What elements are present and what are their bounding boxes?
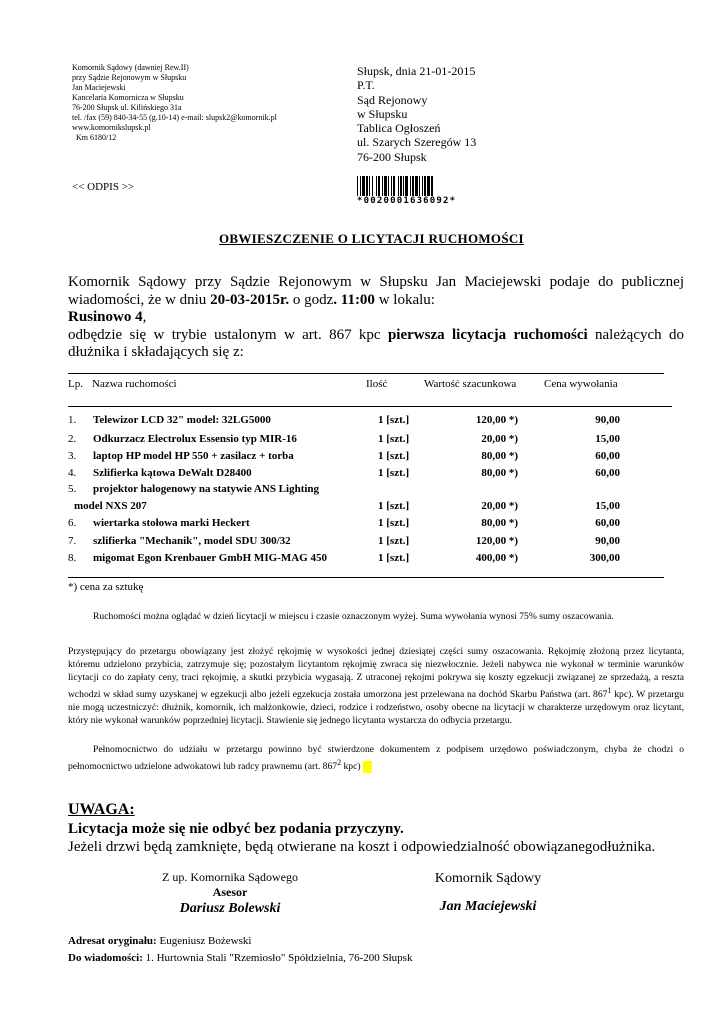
- row-name: projektor halogenowy na statywie ANS Lighting: [93, 483, 320, 495]
- table-rule: [68, 406, 672, 407]
- signature-right: [418, 871, 558, 915]
- sender-line: tel. /fax (59) 840-34-55 (g.10-14) e-mail: slupsk2@komornik.pl: [72, 113, 277, 122]
- row-qty: 1 [szt.]: [378, 450, 410, 462]
- row-value: 80,00 *): [481, 450, 518, 462]
- copy-mark: << ODPIS >>: [72, 181, 135, 193]
- row-name: Szlifierka kątowa DeWalt D28400: [93, 467, 252, 479]
- paragraph-viewing: Ruchomości można oglądać w dzień licytacji w miejscu i czasie oznaczonym wyżej. Suma wywołania wynosi 75% sumy oszacowania.: [93, 611, 614, 622]
- barcode-bar: [433, 176, 434, 196]
- intro-text-part: Komornik Sądowy przy Sądzie Rejonowym w Słupsku Jan Maciejewski podaje do publicznej wiadomości, że w dniu: [68, 274, 684, 308]
- cc-value: 1. Hurtownia Stali "Rzemiosło" Spółdzielnia, 76-200 Słupsk: [142, 952, 413, 964]
- footnote: *) cena za sztukę: [68, 581, 144, 593]
- addressee-label: Adresat oryginału:: [68, 935, 157, 947]
- intro-comma: ,: [142, 309, 147, 325]
- col-lp: Lp.: [68, 378, 83, 390]
- paragraph-text: kpc): [341, 761, 361, 773]
- table-row: [68, 467, 668, 483]
- row-price: 60,00: [595, 517, 620, 529]
- article-superscript: 1: [607, 686, 612, 695]
- recipient-line: 76-200 Słupsk: [357, 149, 427, 164]
- barcode: [357, 176, 456, 206]
- paragraph-text: Przystępujący do przetargu obowiązany jest złożyć rękojmię w wysokości jednej dziesiątej części sumy oszacowania. Rękojmię złożoną przez licytanta, któremu udzielono przybicia, zatrzymuje się; pozostałym licytantom rękojmię zwraca się niezwłocznie. Jeżeli nabywca nie wykonał w terminie warunków licytacji co do zapłaty ceny, traci rękojmię, a skutki przybicia wygasają. Z utraconej rękojmi pokrywa się koszty egzekucji związanej ze sprzedażą, a reszta wchodzi w skład sumy uzyskanej w egzekucji albo jeżeli egzekucja została umorzona jest przelewana na dochód Skarbu Państwa (art. 867: [68, 646, 684, 701]
- intro-text-part: w lokalu:: [374, 291, 435, 308]
- col-name: Nazwa ruchomości: [92, 378, 177, 390]
- row-lp: 5.: [68, 483, 77, 495]
- paragraph-text: Pełnomocnictwo do udziału w przetargu powinno być stwierdzone dokumentem z podpisem urzędowo poświadczonym, chyba że chodzi o pełnomocnictwo udzielone adwokatowi lub radcy prawnemu (art. 867: [68, 744, 684, 773]
- row-lp: 3.: [68, 450, 77, 462]
- intro-text: [68, 274, 684, 362]
- row-lp: 8.: [68, 552, 77, 564]
- paragraph-deposit: [68, 645, 684, 727]
- row-price: 15,00: [595, 433, 620, 445]
- row-qty: 1 [szt.]: [378, 535, 410, 547]
- sender-line: przy Sądzie Rejonowym w Słupsku: [72, 73, 187, 82]
- notice-line: Jeżeli drzwi będą zamknięte, będą otwierane na koszt i odpowiedzialność obowiązanegodłużnika.: [68, 839, 656, 855]
- signature-right-name: Jan Maciejewski: [439, 899, 537, 914]
- table-row: [68, 450, 668, 466]
- row-lp: 2.: [68, 433, 77, 445]
- row-name: Telewizor LCD 32" model: 32LG5000: [93, 414, 271, 426]
- cc-label: Do wiadomości:: [68, 952, 143, 964]
- row-value: 80,00 *): [481, 467, 518, 479]
- article-superscript: 2: [337, 758, 342, 767]
- col-value: Wartość szacunkowa: [424, 378, 517, 390]
- table-row: [68, 517, 668, 533]
- row-price: 300,00: [589, 552, 620, 564]
- col-price: Cena wywołania: [544, 378, 618, 390]
- row-price: 60,00: [595, 450, 620, 462]
- table-rule: [68, 577, 664, 578]
- row-price: 90,00: [595, 414, 620, 426]
- row-qty: 1 [szt.]: [378, 500, 410, 512]
- addressee-line: [68, 933, 412, 950]
- table-row: [68, 414, 668, 430]
- addressee-value: Eugeniusz Bożewski: [156, 935, 252, 947]
- case-number: Km 6180/12: [76, 133, 117, 142]
- row-value: 120,00 *): [475, 535, 518, 547]
- recipient-line: w Słupsku: [357, 106, 408, 121]
- row-value: 80,00 *): [481, 517, 518, 529]
- barcode-bars: [357, 176, 456, 196]
- sender-line: www.komornikslupsk.pl: [72, 123, 151, 132]
- document-title: OBWIESZCZENIE O LICYTACJI RUCHOMOŚCI: [219, 231, 524, 246]
- signature-left-line: Z up. Komornika Sądowego: [162, 870, 298, 884]
- footer: [68, 933, 412, 967]
- row-name: Odkurzacz Electrolux Essensio typ MIR-16: [93, 433, 297, 445]
- table-row: [68, 535, 668, 551]
- row-name: wiertarka stołowa marki Heckert: [93, 517, 250, 529]
- row-qty: 1 [szt.]: [378, 517, 410, 529]
- signature-left-name: Dariusz Bolewski: [179, 901, 281, 916]
- paragraph-text: kpc). W przetargu nie mogą uczestniczyć: dłużnik, komornik, ich małżonkowie, dzieci, rodzice i rodzeństwo, osoby obecne na licytacji w charakterze urzędowym oraz licytant, który nie wykonał warunków poprzedniej licytacji. Stawienie się jednego licytanta wystarcza do odbycia przetargu.: [68, 689, 684, 727]
- recipient-line: P.T.: [357, 78, 375, 93]
- intro-dot: .: [333, 291, 338, 308]
- row-lp: 7.: [68, 535, 77, 547]
- row-qty: 1 [szt.]: [378, 414, 410, 426]
- row-value: 20,00 *): [481, 433, 518, 445]
- row-qty: 1 [szt.]: [378, 552, 410, 564]
- row-value: 120,00 *): [475, 414, 518, 426]
- paragraph-proxy: [68, 743, 684, 773]
- signature-left: [160, 870, 300, 917]
- intro-text-part: odbędzie się w trybie ustalonym w art. 867 kpc: [68, 326, 388, 343]
- sender-line: Jan Maciejewski: [72, 83, 126, 92]
- notice-body: [68, 820, 655, 856]
- col-qty: Ilość: [366, 378, 388, 390]
- table-header: [68, 378, 688, 398]
- auction-date: 20-03-2015r.: [210, 291, 290, 308]
- table-row: [68, 433, 668, 449]
- row-price: 15,00: [595, 500, 620, 512]
- intro-text-part: należących do dłużnika i składających się z:: [68, 326, 684, 360]
- recipient-line: ul. Szarych Szeregów 13: [357, 135, 477, 150]
- row-lp: 6.: [68, 517, 77, 529]
- sender-block: [72, 63, 277, 143]
- row-lp: 4.: [68, 467, 77, 479]
- notice-heading: UWAGA:: [68, 801, 135, 818]
- notice-line: Licytacja może się nie odbyć bez podania przyczyny.: [68, 821, 404, 837]
- row-name: laptop HP model HP 550 + zasilacz + torba: [93, 450, 294, 462]
- table-row: [68, 483, 668, 517]
- date-line: Słupsk, dnia 21-01-2015: [357, 64, 476, 78]
- auction-type: pierwsza licytacja ruchomości: [387, 326, 588, 343]
- row-name: szlifierka "Mechanik", model SDU 300/32: [93, 535, 291, 547]
- row-name-cont: model NXS 207: [74, 500, 147, 512]
- table-row: [68, 552, 668, 568]
- intro-text-part: o godz: [289, 291, 334, 308]
- row-value: 20,00 *): [481, 500, 518, 512]
- highlight-mark: [363, 761, 372, 773]
- row-name: migomat Egon Krenbauer GmbH MIG-MAG 450: [93, 552, 327, 564]
- sender-line: Komornik Sądowy (dawniej Rew.II): [72, 63, 189, 72]
- signature-left-role: Asesor: [212, 885, 248, 899]
- sender-line: 76-200 Słupsk ul. Kilińskiego 31a: [72, 103, 182, 112]
- auction-place: Rusinowo 4: [68, 309, 143, 325]
- cc-line: [68, 950, 412, 967]
- row-qty: 1 [szt.]: [378, 433, 410, 445]
- auction-time: 11:00: [337, 291, 375, 308]
- row-qty: 1 [szt.]: [378, 467, 410, 479]
- row-value: 400,00 *): [475, 552, 518, 564]
- row-price: 60,00: [595, 467, 620, 479]
- barcode-text: *0020001636092*: [357, 196, 457, 206]
- recipient-line: Sąd Rejonowy: [357, 92, 428, 107]
- sender-line: Kancelaria Komornicza w Słupsku: [72, 93, 184, 102]
- recipient-block: [357, 64, 476, 164]
- recipient-line: Tablica Ogłoszeń: [357, 121, 441, 136]
- signature-right-title: Komornik Sądowy: [434, 871, 542, 886]
- table-rule: [68, 373, 664, 374]
- row-lp: 1.: [68, 414, 77, 426]
- row-price: 90,00: [595, 535, 620, 547]
